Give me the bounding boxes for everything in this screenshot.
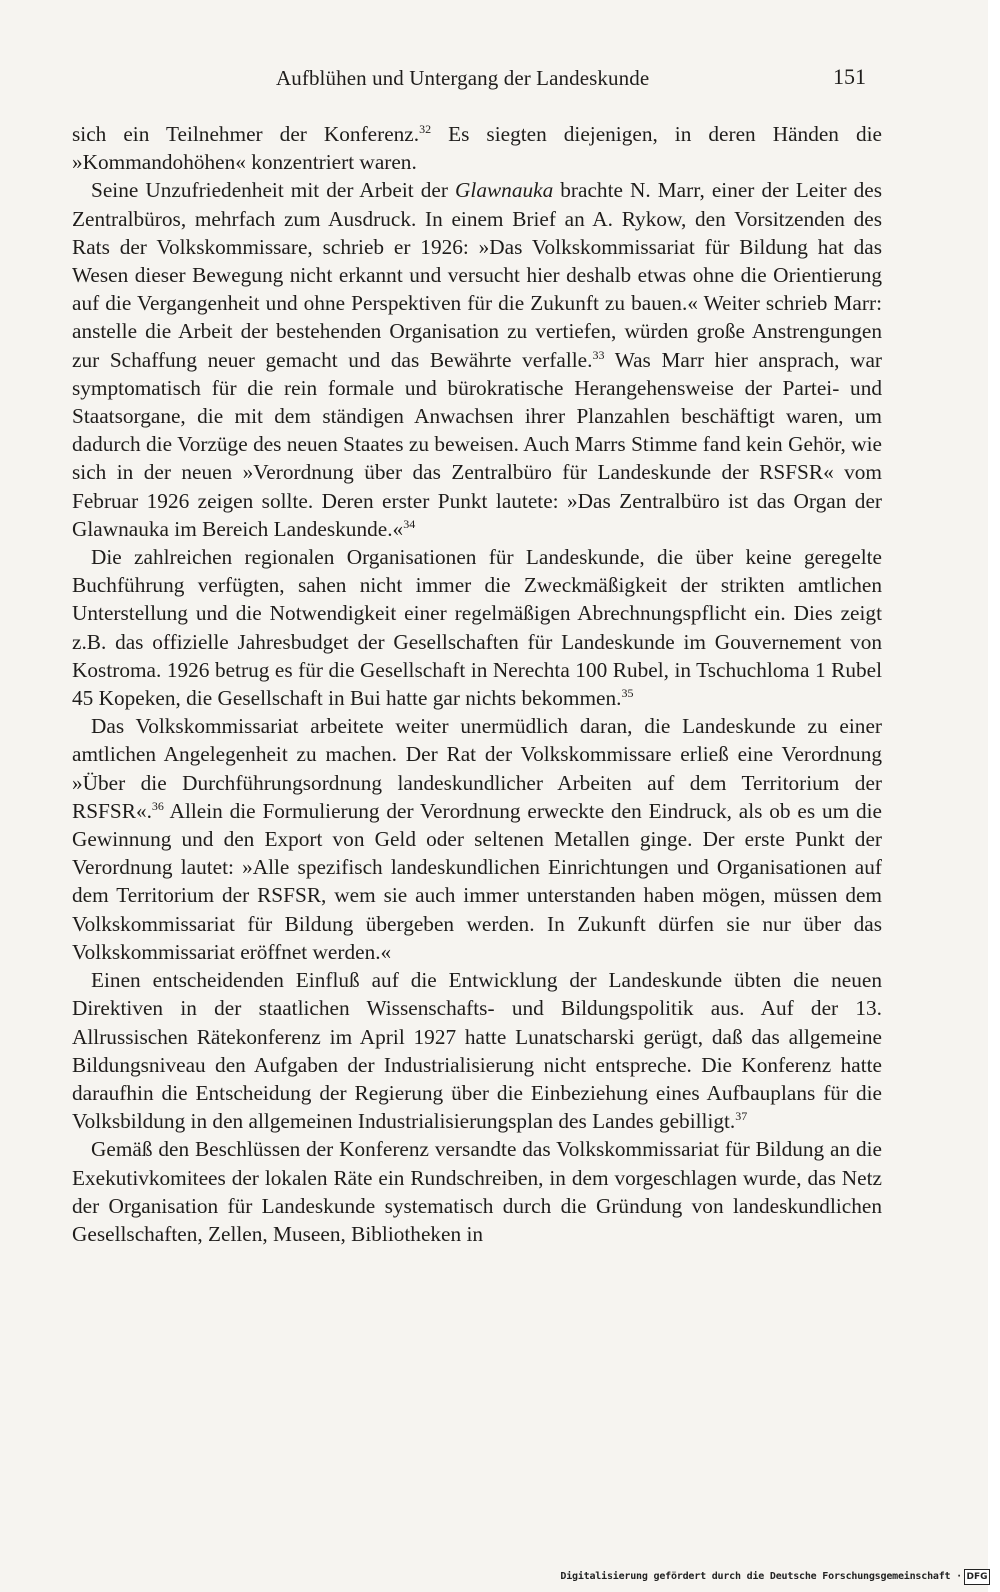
- text-run: Die zahlreichen regionalen Organisationen für Landeskunde, die über keine geregelte Buchführung verfügten, sahen nicht immer die Zweckmäßigkeit der strikten amtlichen Unterstellung und die Notwendigkeit einer regelmäßigen Abrechnungspflicht ein. Dies zeigt z.B. das offizielle Jahresbudget der Gesellschaften für Landeskunde im Gouvernement von Kostroma. 1926 betrug es für die Gesellschaft in Nerechta 100 Rubel, in Tschuchloma 1 Rubel 45 Kopeken, die Gesellschaft in Bui hatte gar nichts bekommen.: [72, 545, 882, 711]
- page-number: 151: [833, 64, 866, 89]
- paragraph-5: [72, 966, 882, 1135]
- text-run: Es siegten diejenigen, in deren Händen die »Kommandohöhen« konzentriert waren.: [72, 122, 882, 175]
- dfg-logo-icon: DFG: [964, 1569, 990, 1585]
- text-run: Das Volkskommissariat arbeitete weiter unermüdlich daran, die Landeskunde zu einer amtlichen Angelegenheit zu machen. Der Rat der Volkskommissare erließ eine Verordnung »Über die Durchführungsordnung landeskundlicher Arbeiten auf dem Territorium der RSFSR«.: [72, 714, 882, 823]
- page-margin: [988, 0, 1000, 1592]
- text-run: Was Marr hier ansprach, war symptomatisch für die rein formale und bürokratische Herangehensweise der Partei- und Staatsorgane, die mit dem ständigen Anwachsen ihrer Planzahlen beschäftigt waren, um dadurch die Vorzüge des neuen Staates zu beweisen. Auch Marrs Stimme fand kein Gehör, wie sich in der neuen »Verordnung über das Zentralbüro für Landeskunde der RSFSR« vom Februar 1926 zeigen sollte. Deren erster Punkt lautete: »Das Zentralbüro ist das Organ der Glawnauka im Bereich Landeskunde.«: [72, 347, 882, 541]
- footnote-ref-37: 37: [735, 1109, 748, 1124]
- text-run: Gemäß den Beschlüssen der Konferenz versandte das Volkskommissariat für Bildung an die Exekutivkomitees der lokalen Räte ein Rundschreiben, in dem vorgeschlagen wurde, das Netz der Organisation für Landeskunde systematisch durch die Gründung von landeskundlichen Gesellschaften, Zellen, Museen, Bibliotheken in: [72, 1137, 882, 1246]
- paragraph-6: [72, 1135, 882, 1248]
- italic-term: Glawnauka: [455, 178, 554, 203]
- paragraph-3: [72, 543, 882, 712]
- footnote-ref-33: 33: [592, 347, 605, 362]
- paragraph-4: [72, 712, 882, 966]
- footnote-ref-35: 35: [621, 686, 634, 701]
- footnote-ref-32: 32: [419, 122, 432, 136]
- text-run: brachte N. Marr, einer der Leiter des Zentralbüros, mehrfach zum Ausdruck. In einem Brief an A. Rykow, den Vorsitzenden des Rats der Volkskommissare, schrieb er 1926: »Das Volkskommissariat für Bildung hat das Wesen dieser Bewegung nicht erkannt und versucht hier deshalb etwas ohne die Orientierung auf die Vergangenheit und ohne Perspektiven für die Zukunft zu bauen.« Weiter schrieb Marr: anstelle die Arbeit der bestehenden Organisation zu vertiefen, würden große Anstrengungen zur Schaffung neuer gemacht und das Bewährte verfalle.: [72, 178, 882, 372]
- footnote-ref-36: 36: [151, 798, 164, 813]
- running-title: Aufblühen und Untergang der Landeskunde: [276, 66, 650, 90]
- digitization-credit: Digitalisierung gefördert durch die Deutsche Forschungsgemeinschaft ·: [560, 1571, 962, 1582]
- body-text: [72, 120, 882, 1248]
- running-header: [62, 66, 874, 96]
- text-run: Allein die Formulierung der Verordnung erweckte den Eindruck, als ob es um die Gewinnung und den Export von Geld oder seltenen Metallen ginge. Der erste Punkt der Verordnung lautet: »Alle spezifisch landeskundlichen Einrichtungen und Organisationen auf dem Territorium der RSFSR, wem sie auch immer unterstanden haben mögen, müssen dem Volkskommissariat für Bildung übergeben werden. In Zukunft dürfen sie nur über das Volkskommissariat eröffnet werden.«: [72, 798, 882, 964]
- paragraph-1: [72, 120, 882, 176]
- text-run: Seine Unzufriedenheit mit der Arbeit der: [91, 178, 456, 203]
- text-run: sich ein Teilnehmer der Konferenz.: [72, 122, 420, 146]
- text-run: Einen entscheidenden Einfluß auf die Entwicklung der Landeskunde übten die neuen Direktiven in der staatlichen Wissenschafts- und Bildungspolitik aus. Auf der 13. Allrussischen Rätekonferenz im April 1927 hatte Lunatscharski gerügt, daß das allgemeine Bildungsniveau den Aufgaben der Industrialisierung nicht entspreche. Die Konferenz hatte daraufhin die Entscheidung der Regierung über die Einbeziehung eines Aufbauplans für die Volksbildung in den allgemeinen Industrialisierungsplan des Landes gebilligt.: [72, 968, 882, 1134]
- paragraph-2: [72, 176, 882, 543]
- footnote-ref-34: 34: [403, 516, 416, 531]
